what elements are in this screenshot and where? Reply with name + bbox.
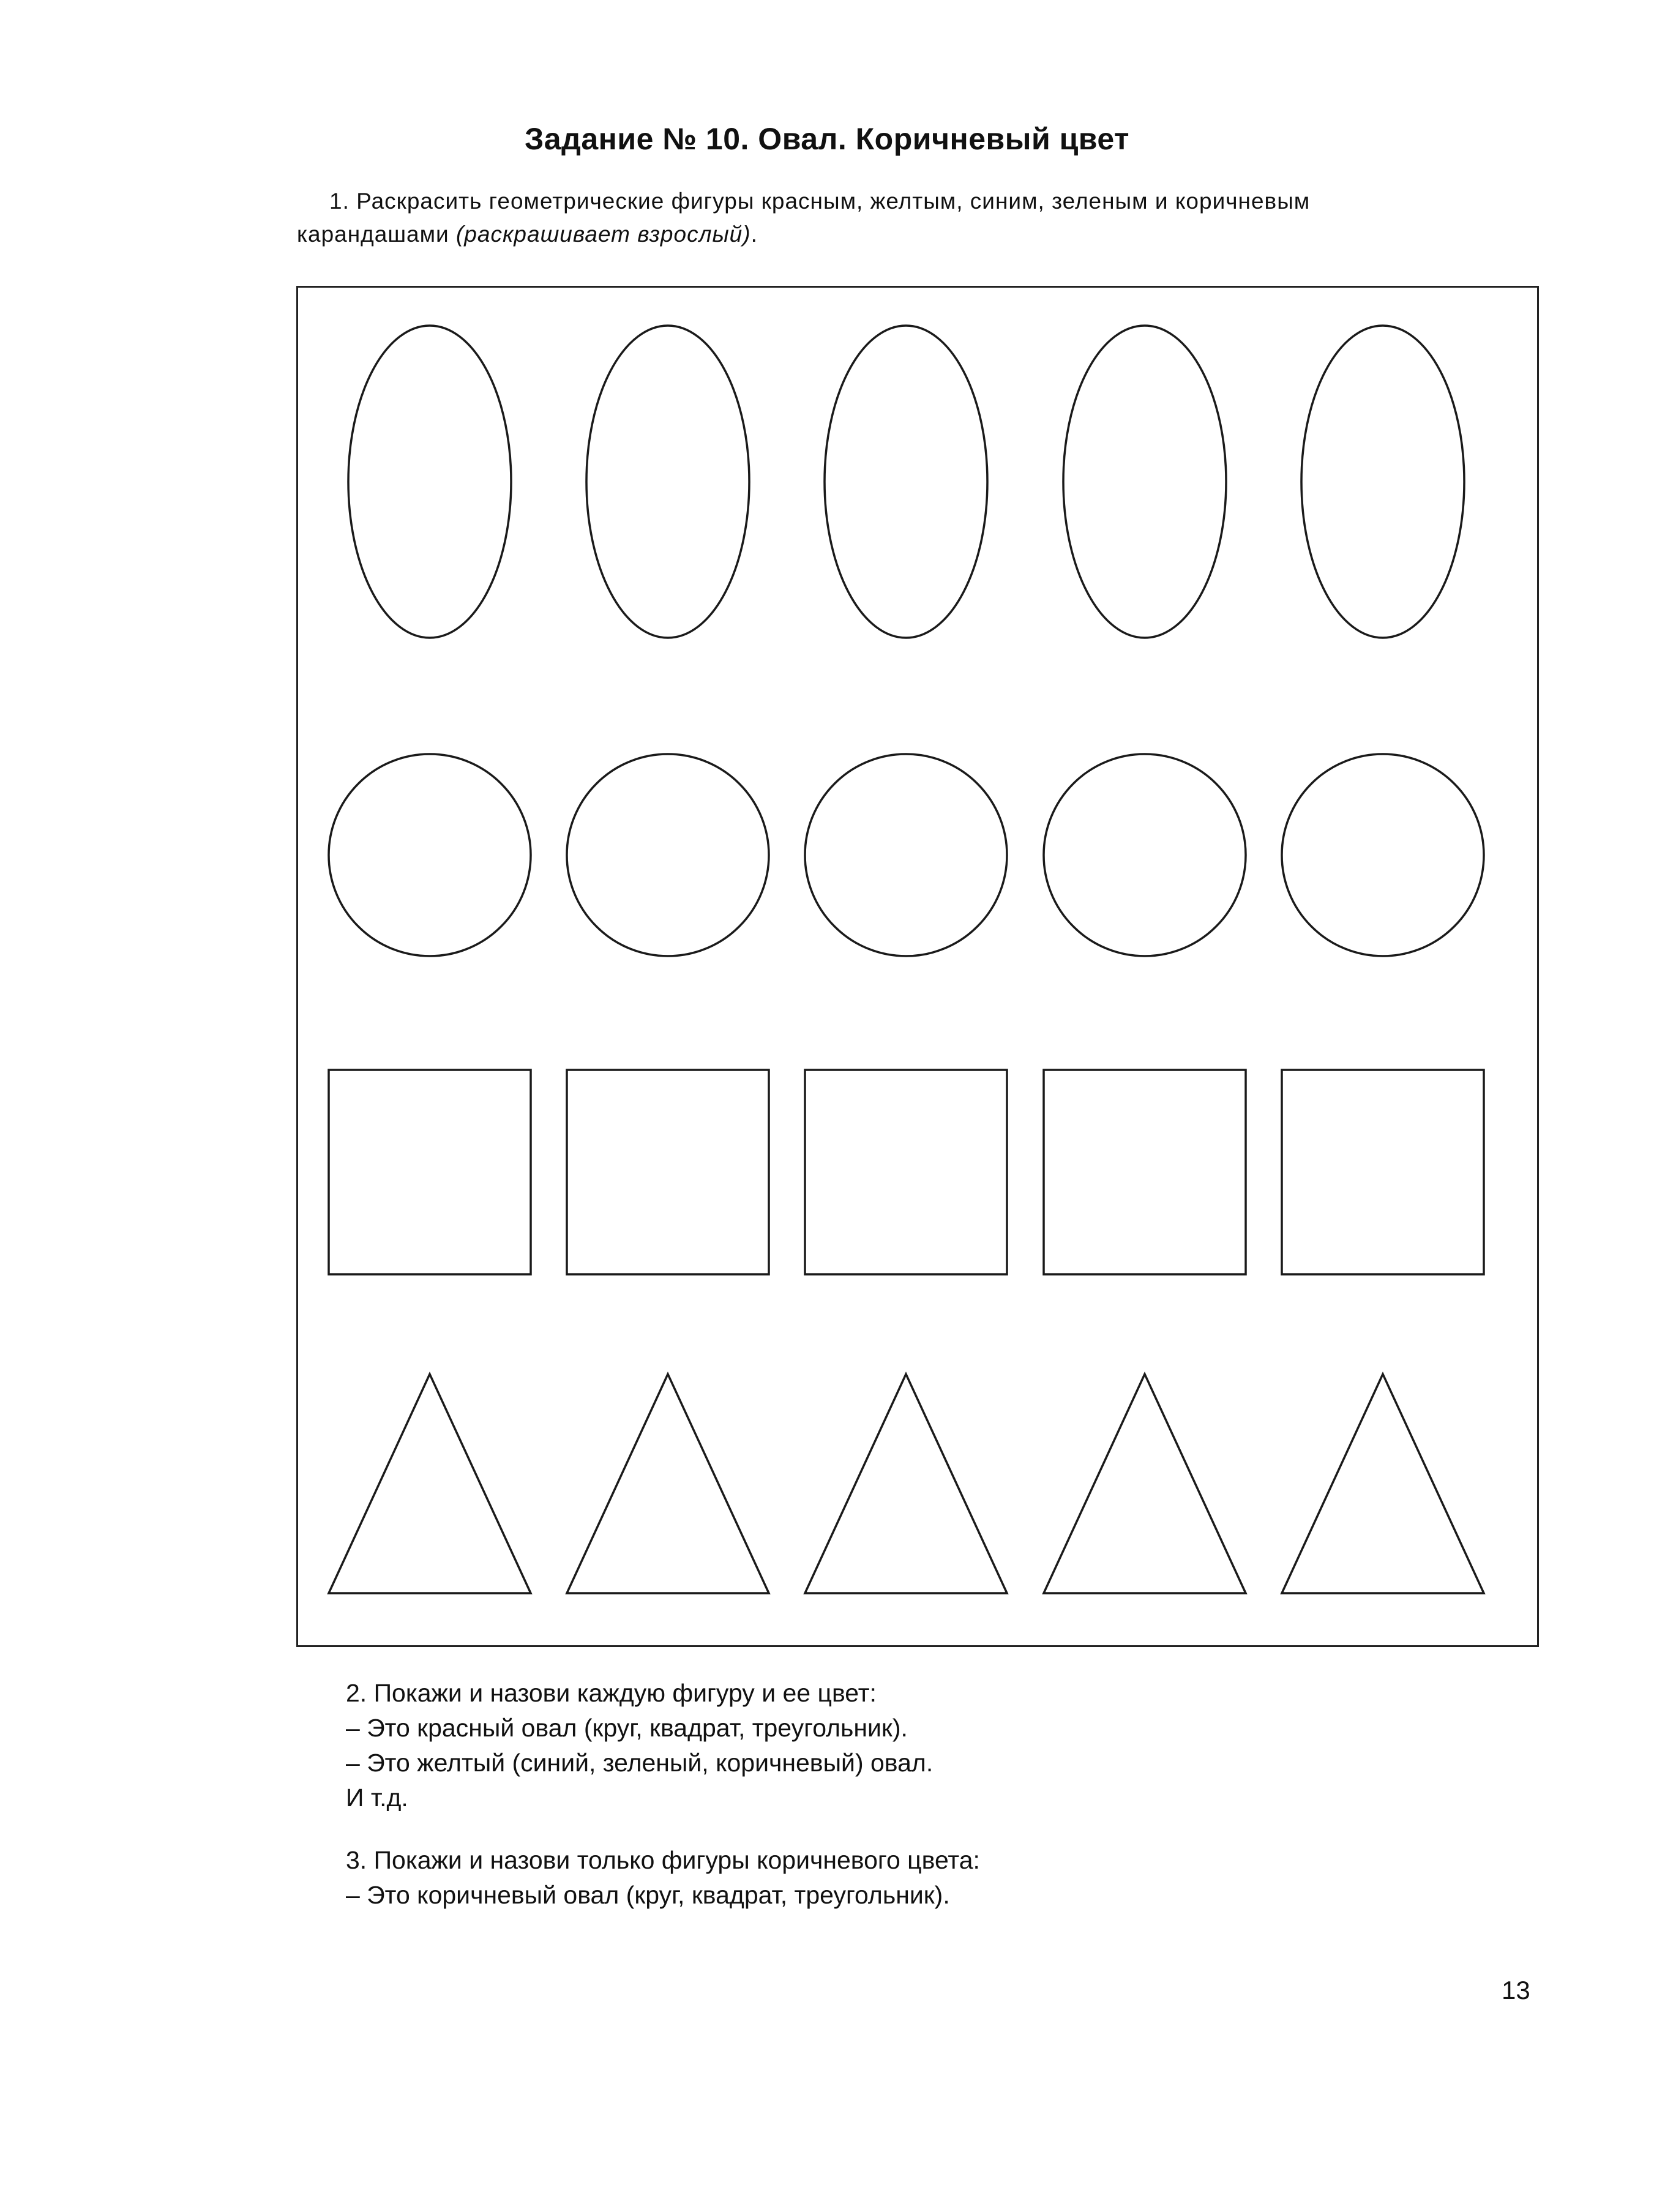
- square-shape: [329, 1070, 531, 1274]
- square-shape: [805, 1070, 1007, 1274]
- triangle-shape: [805, 1374, 1007, 1593]
- square-shape: [1282, 1070, 1484, 1274]
- circle-shape: [1044, 754, 1246, 956]
- square-shape: [567, 1070, 769, 1274]
- oval-shape: [1301, 326, 1464, 638]
- triangle-shape: [1044, 1374, 1246, 1593]
- square-shape: [1044, 1070, 1246, 1274]
- circle-shape: [329, 754, 531, 956]
- circle-shape: [567, 754, 769, 956]
- oval-shape: [586, 326, 749, 638]
- task-2-block: [346, 1676, 933, 1815]
- task-2-line-1: – Это красный овал (круг, квадрат, треугольник).: [346, 1714, 908, 1742]
- task-3-block: [346, 1843, 980, 1913]
- triangle-shape: [1282, 1374, 1484, 1593]
- circle-shape: [805, 754, 1007, 956]
- page-title: Задание № 10. Овал. Коричневый цвет: [524, 122, 1130, 156]
- oval-shape: [825, 326, 987, 638]
- oval-shape: [348, 326, 511, 638]
- task-2-heading: 2. Покажи и назови каждую фигуру и ее цвет:: [346, 1679, 877, 1707]
- task-2-line-2: – Это желтый (синий, зеленый, коричневый) овал.: [346, 1749, 934, 1777]
- task-1-line-1: 1. Раскрасить геометрические фигуры красным, желтым, синим, зеленым и коричневым: [329, 189, 1311, 214]
- task-3-line-1: – Это коричневый овал (круг, квадрат, треугольник).: [346, 1881, 950, 1909]
- task-1-line-2-text: карандашами: [297, 222, 456, 247]
- oval-shape: [1063, 326, 1226, 638]
- circle-shape: [1282, 754, 1484, 956]
- page-number: 13: [1502, 1976, 1530, 2005]
- triangle-shape: [329, 1374, 531, 1593]
- task-1-note: (раскрашивает взрослый): [455, 222, 751, 247]
- task-3-heading: 3. Покажи и назови только фигуры коричневого цвета:: [346, 1846, 980, 1874]
- task-2-line-3: И т.д.: [346, 1784, 408, 1812]
- triangle-shape: [567, 1374, 769, 1593]
- task-1-end: .: [750, 222, 758, 247]
